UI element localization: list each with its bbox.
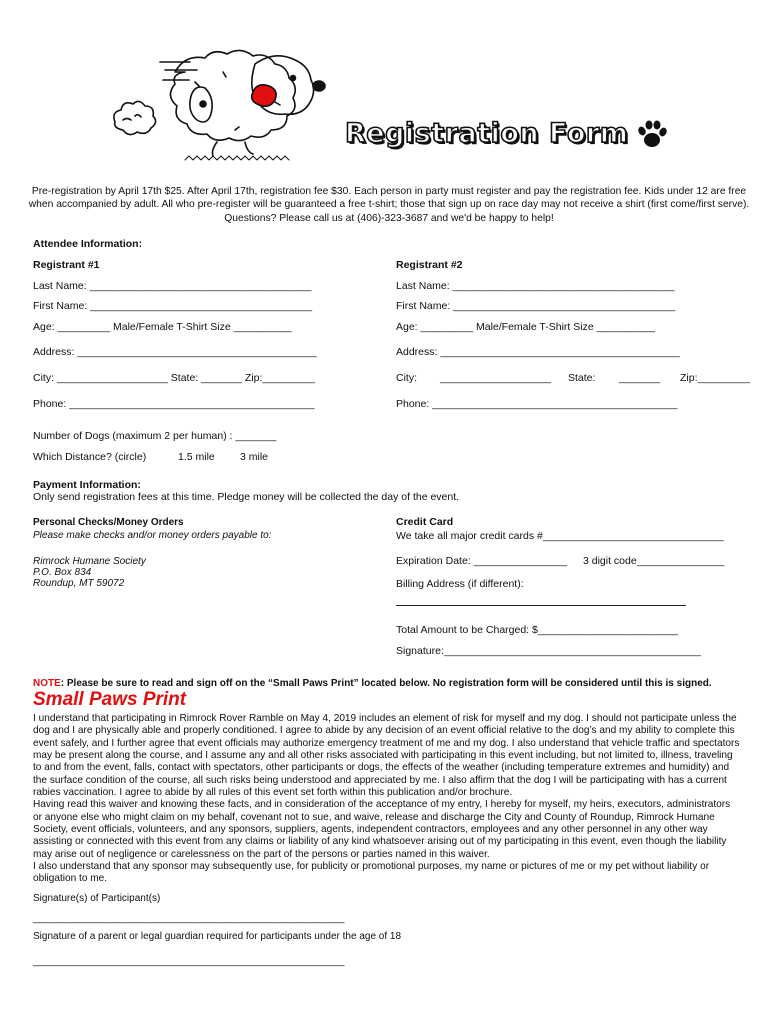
reg2-state-field[interactable]: _______ [619, 372, 660, 384]
distance-label: Which Distance? (circle) [33, 451, 147, 463]
credit-card-number-field[interactable]: We take all major credit cards #_______________________________ [396, 530, 724, 542]
mailing-address-line-2: P.O. Box 834 [33, 567, 92, 578]
dogs-count-field[interactable]: Number of Dogs (maximum 2 per human) : _______ [33, 430, 277, 442]
note-label: NOTE [33, 678, 61, 689]
registrant-1-label: Registrant #1 [33, 259, 100, 271]
waiver-body [33, 713, 741, 886]
paw-print-icon [634, 118, 668, 152]
mailing-address-line-1: Rimrock Humane Society [33, 556, 146, 567]
mailing-address-line-3: Roundup, MT 59072 [33, 578, 125, 589]
waiver-paragraph-3: I also understand that any sponsor may subsequently use, for publicity or promotional purposes, my name or pictures of me or my pet without liability or obligation to me. [33, 861, 710, 885]
checks-subtext: Please make checks and/or money orders payable to: [33, 530, 272, 541]
security-code-field[interactable]: 3 digit code_______________ [583, 555, 725, 567]
reg2-phone-field[interactable]: Phone: __________________________________________ [396, 398, 678, 410]
reg2-last-name-field[interactable]: Last Name: ______________________________________ [396, 280, 675, 292]
checks-heading: Personal Checks/Money Orders [33, 517, 184, 528]
running-dog-illustration [105, 42, 350, 167]
credit-card-heading: Credit Card [396, 516, 454, 528]
guardian-signature-label: Signature of a parent or legal guardian required for participants under the age of 18 [33, 931, 402, 942]
page-title: Registration Form [345, 118, 629, 149]
payment-note: Only send registration fees at this time. Pledge money will be collected the day of the event. [33, 491, 460, 503]
reg1-age-gender-shirt-field[interactable]: Age: _________ Male/Female T-Shirt Size __________ [33, 321, 292, 333]
attendee-heading: Attendee Information: [33, 238, 143, 250]
participant-signature-label: Signature(s) of Participant(s) [33, 893, 161, 904]
cc-signature-field[interactable]: Signature:____________________________________________ [396, 645, 701, 657]
guardian-signature-field[interactable]: ________________________________________________________ [33, 956, 345, 967]
reg2-state-label: State: [568, 372, 596, 384]
waiver-note [33, 678, 712, 689]
reg1-phone-field[interactable]: Phone: __________________________________________ [33, 398, 315, 410]
billing-address-label: Billing Address (if different): [396, 578, 524, 590]
participant-signature-field[interactable]: ________________________________________________________ [33, 913, 345, 924]
distance-option-1-5-mile[interactable]: 1.5 mile [178, 451, 215, 463]
expiration-date-field[interactable]: Expiration Date: ________________ [396, 555, 568, 567]
reg2-first-name-field[interactable]: First Name: ______________________________________ [396, 300, 676, 312]
reg2-zip-field[interactable]: Zip:_________ [680, 372, 751, 384]
reg2-age-gender-shirt-field[interactable]: Age: _________ Male/Female T-Shirt Size __________ [396, 321, 655, 333]
intro-text: Pre-registration by April 17th $25. After April 17th, registration fee $30. Each person in party must register and pay the registration fee. Kids under 12 are free when accompanied by adult. All who pre-register will be guaranteed a free t-shirt; those that sign up on race day may not receive a shirt (first come/first serve). Questions? Please call us at (406)-323-3687 and we'd be happy to help! [28, 186, 750, 224]
reg2-address-field[interactable]: Address: _________________________________________ [396, 346, 680, 358]
total-amount-field[interactable]: Total Amount to be Charged: $________________________ [396, 624, 678, 636]
reg1-city-state-zip-field[interactable]: City: ___________________ State: _______ Zip:_________ [33, 372, 315, 384]
distance-option-3-mile[interactable]: 3 mile [240, 451, 269, 463]
note-text: : Please be sure to read and sign off on the “Small Paws Print” located below. No registration form will be considered until this is signed. [60, 678, 712, 689]
registrant-2-label: Registrant #2 [396, 259, 463, 271]
reg1-address-field[interactable]: Address: _________________________________________ [33, 346, 317, 358]
reg1-last-name-field[interactable]: Last Name: ______________________________________ [33, 280, 312, 292]
reg1-first-name-field[interactable]: First Name: ______________________________________ [33, 300, 313, 312]
billing-address-field[interactable] [396, 605, 686, 606]
reg2-city-label: City: [396, 372, 417, 384]
waiver-paragraph-2: Having read this waiver and knowing these facts, and in consideration of the acceptance of my entry, I hereby for myself, my heirs, executors, administrators or anyone else who might claim on my behalf, covenant not to sue, and waive, release and discharge the City and County of Roundup, Rimrock Humane Society, event officials, volunteers, and any sponsors, suppliers, agents, independent contractors, employees and any other personnel in any other way assisting or connected with this event from any claims or liability of any kind whatsoever arising out of my participating in this event, even though the liability may arise out of negligence or carelessness on the part of the persons or parties named in this waiver. [33, 799, 731, 860]
waiver-title: Small Paws Print [33, 689, 187, 710]
waiver-paragraph-1: I understand that participating in Rimrock Rover Ramble on May 4, 2019 includes an element of risk for myself and my dog. I should not participate unless the dog and I are physically able and properly conditioned. I agree to abide by any decision of an event official relative to the dog’s and my ability to complete this event safely, and I further agree that event officials may authorize emergency treatment of me and my dog. I also understand that vehicle traffic and spectators may be present along the course, and I assume any and all other risks associated with participating in this event including, but not limited to, illness, traveling to and from the event, falls, contact with spectators, other participants or dogs, the effects of the weather (including temperature extremes and humidity) and the surface condition of the course, all such risks being understood and appreciated by me. I also affirm that the dog I will be participating with has a current rabies vaccination. I agree to abide by all rules of this event set forth within this publication and/or brochure. [33, 713, 740, 799]
reg2-city-field[interactable]: ___________________ [440, 372, 551, 384]
payment-heading: Payment Information: [33, 479, 141, 491]
